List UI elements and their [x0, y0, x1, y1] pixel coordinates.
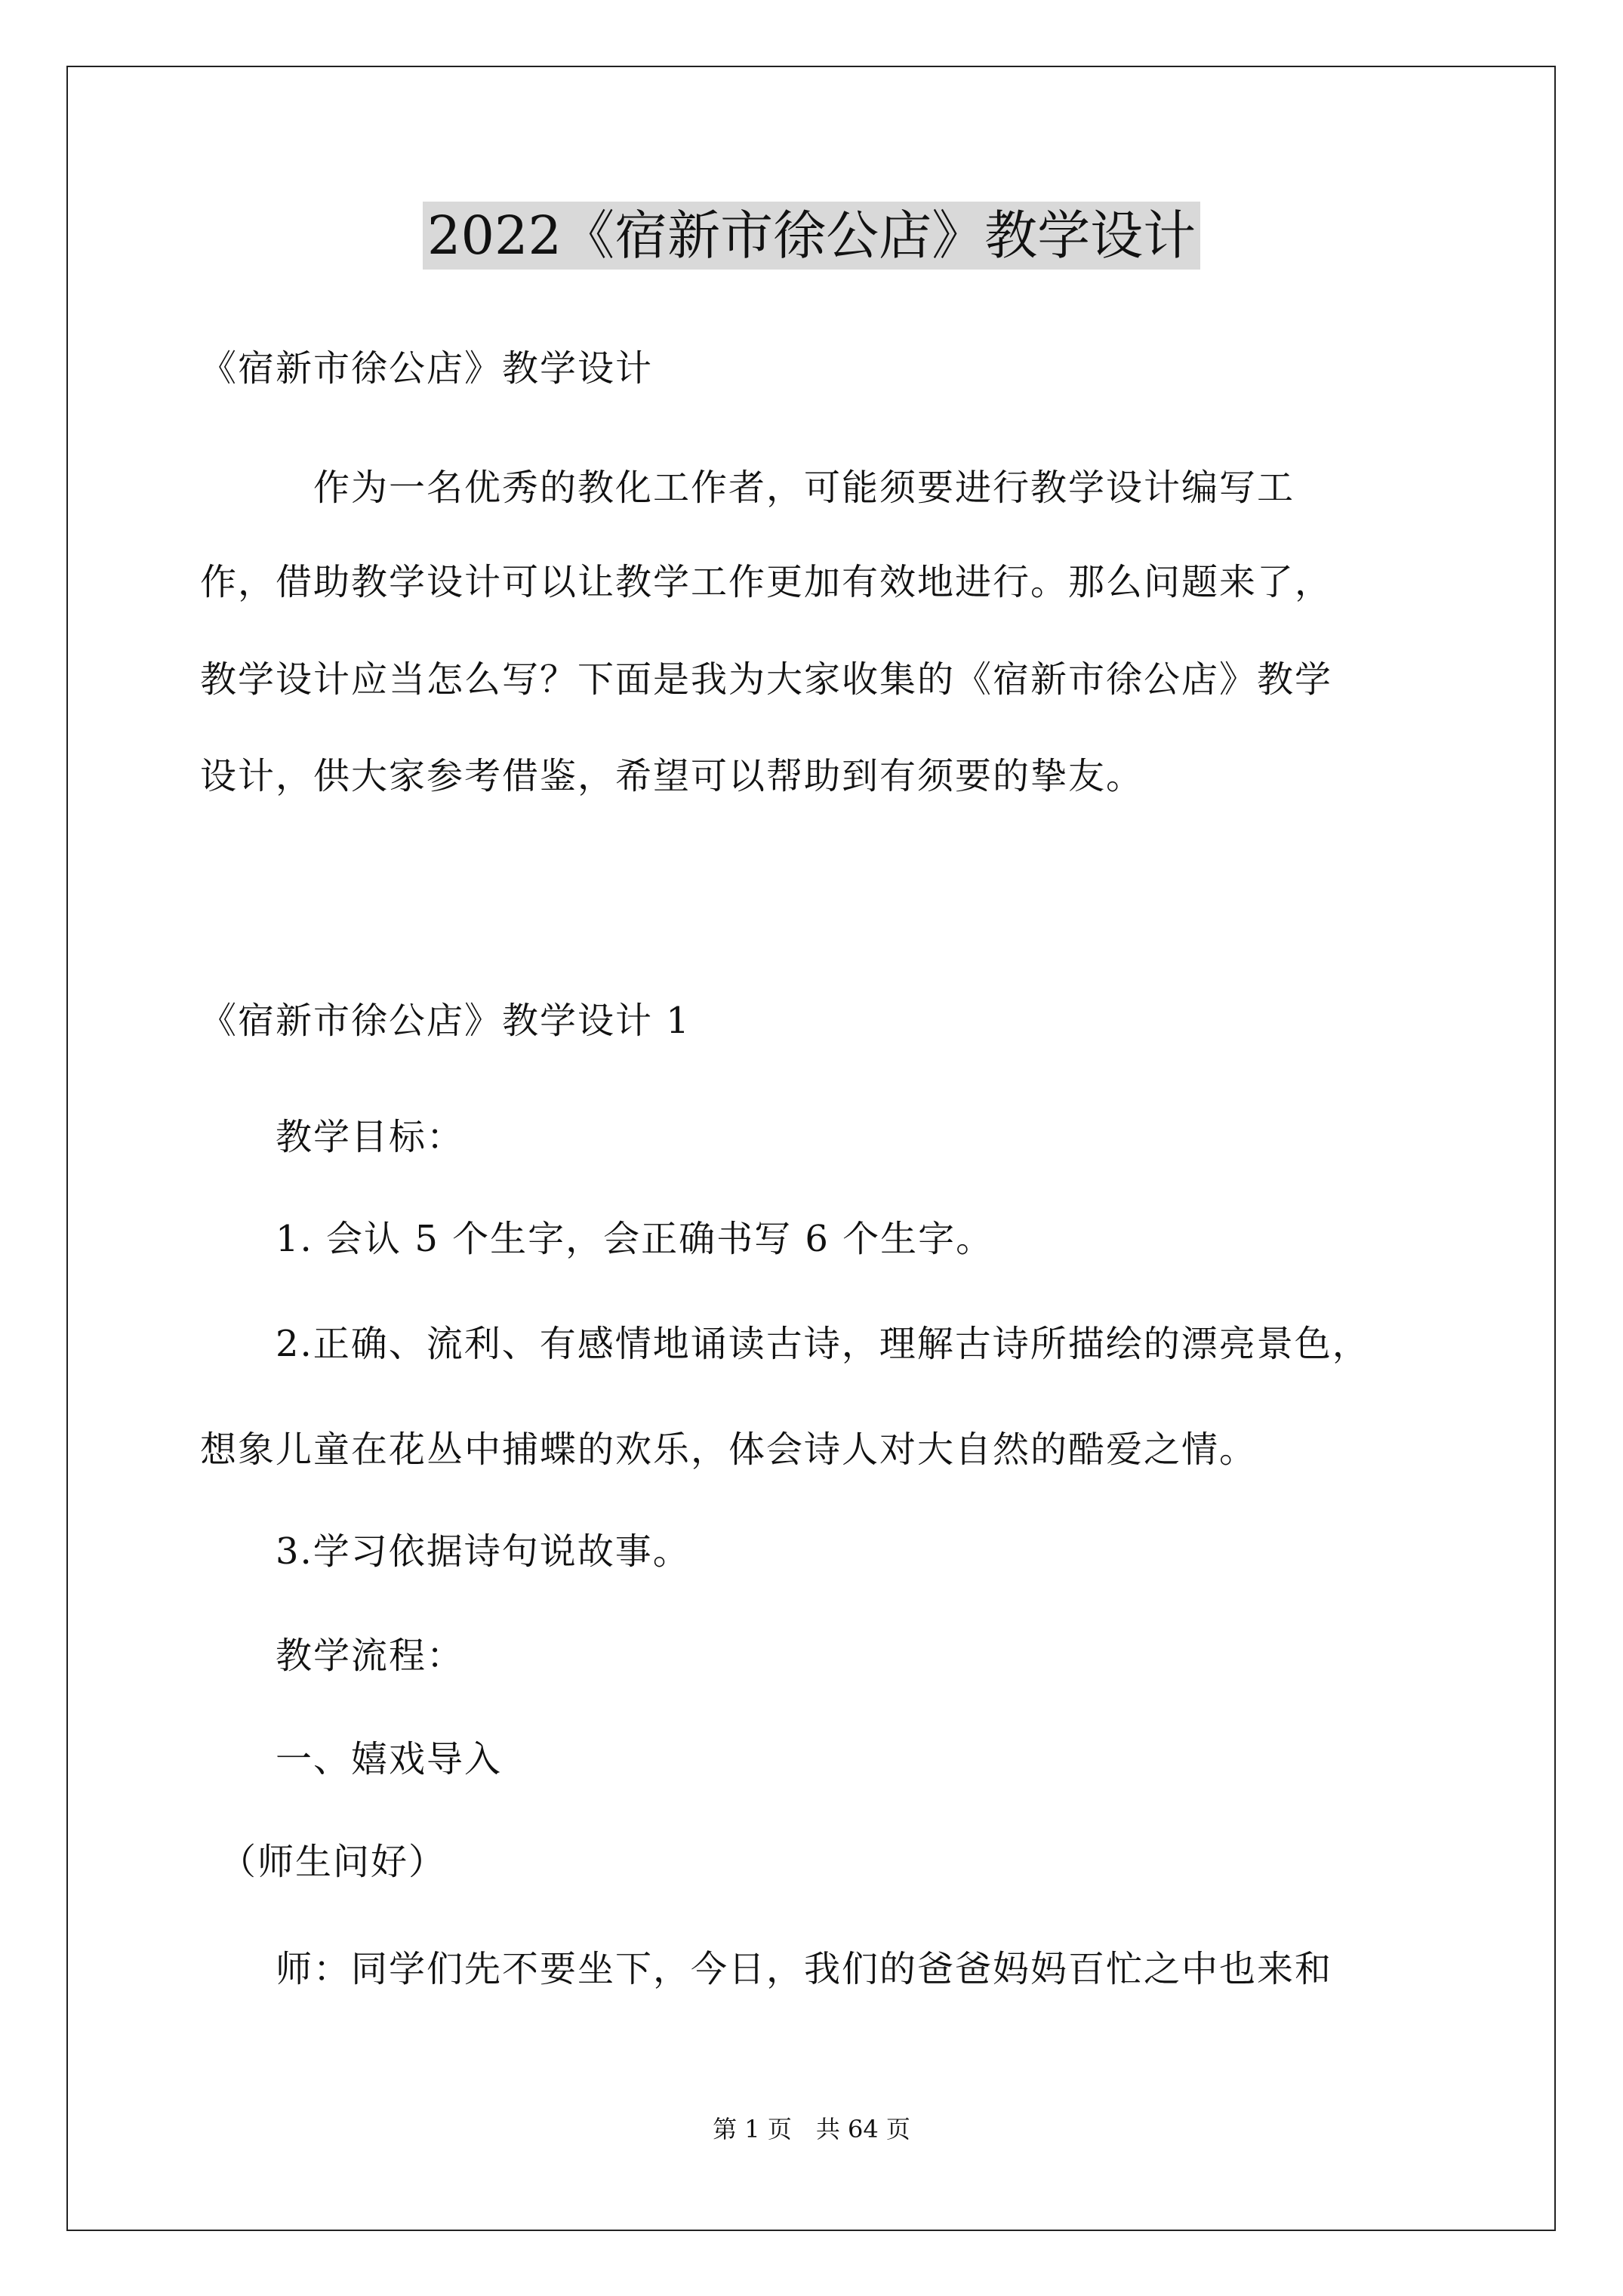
text-line: 2.正确、流利、有感情地诵读古诗，理解古诗所描绘的漂亮景色，: [200, 1323, 1370, 1365]
text-line: 1. 会认 5 个生字，会正确书写 6 个生字。: [200, 1218, 994, 1260]
text-line: 教学目标：: [200, 1116, 465, 1158]
text-line: 一、嬉戏导入: [200, 1738, 503, 1780]
text-line: （师生问好）: [200, 1841, 447, 1883]
text-line: 想象儿童在花丛中捕蝶的欢乐，体会诗人对大自然的酷爱之情。: [200, 1428, 1258, 1471]
text-line: 教学设计应当怎么写？下面是我为大家收集的《宿新市徐公店》教学: [200, 658, 1333, 701]
text-line: 作为一名优秀的教化工作者，可能须要进行教学设计编写工: [200, 467, 1295, 509]
text-line: 《宿新市徐公店》教学设计 1: [200, 1000, 691, 1042]
text-line: 《宿新市徐公店》教学设计: [200, 347, 654, 390]
text-line: 教学流程：: [200, 1635, 465, 1677]
text-line: 作，借助教学设计可以让教学工作更加有效地进行。那么问题来了，: [200, 561, 1333, 603]
page-footer: 第 1 页 共 64 页: [713, 2115, 910, 2143]
text-line: 设计，供大家参考借鉴，希望可以帮助到有须要的挚友。: [200, 755, 1144, 797]
text-line: 师：同学们先不要坐下，今日，我们的爸爸妈妈百忙之中也来和: [200, 1948, 1333, 1990]
document-title: [0, 198, 1623, 273]
document-title-text: 2022《宿新市徐公店》教学设计: [423, 202, 1200, 270]
text-line: 3.学习依据诗句说故事。: [200, 1530, 691, 1573]
